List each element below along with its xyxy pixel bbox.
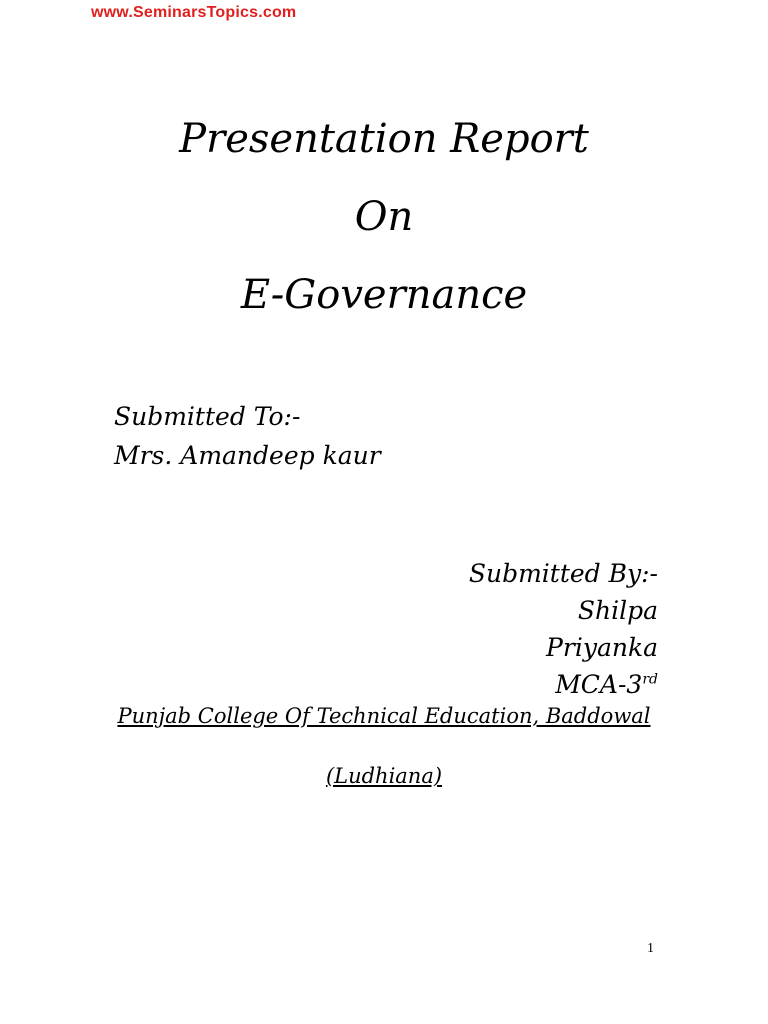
submitted-to-label: Submitted To:- [114, 402, 301, 431]
submitted-by-label: Submitted By:- [468, 559, 658, 588]
class-suffix: rd [642, 671, 658, 688]
submitter-name: Priyanka [546, 633, 658, 662]
submitted-to-name: Mrs. Amandeep kaur [114, 441, 381, 470]
title-line-1: Presentation Report [179, 116, 589, 162]
website-watermark-link[interactable]: www.SeminarsTopics.com [91, 4, 297, 21]
submitted-by-block [469, 555, 658, 703]
submitter-name: Shilpa [577, 596, 658, 625]
title-line-2: On [354, 194, 414, 240]
class-label [469, 666, 658, 703]
class-base: MCA-3 [555, 670, 643, 699]
college-name: Punjab College Of Technical Education, Baddowal [117, 704, 651, 728]
page-number: 1 [647, 941, 654, 956]
title-line-3: E-Governance [240, 272, 528, 318]
city-line [0, 764, 768, 788]
college-city: (Ludhiana) [325, 764, 443, 788]
college-line [0, 704, 768, 728]
